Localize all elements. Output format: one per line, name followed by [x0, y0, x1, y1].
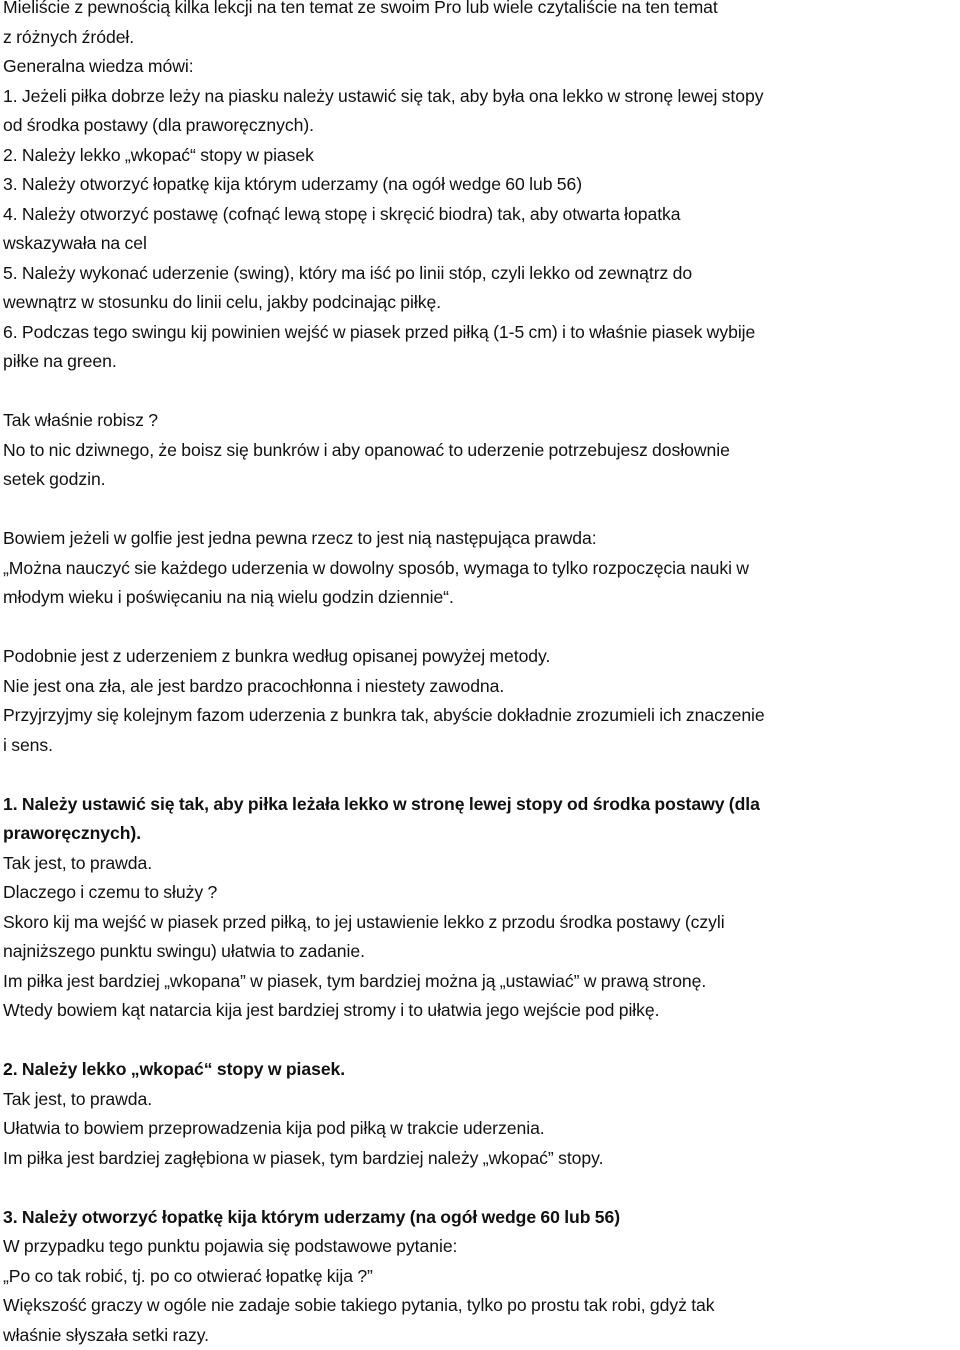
text-line: Podobnie jest z uderzeniem z bunkra według opisanej powyżej metody.	[3, 642, 960, 672]
text-line: Tak jest, to prawda.	[3, 849, 960, 879]
text-line: najniższego punktu swingu) ułatwia to zadanie.	[3, 937, 960, 967]
section-heading: 1. Należy ustawić się tak, aby piłka leżała lekko w stronę lewej stopy od środka postawy (dla	[3, 790, 960, 820]
paragraph-gap	[3, 377, 960, 407]
list-item: 2. Należy lekko „wkopać“ stopy w piasek	[3, 141, 960, 171]
quote-line: „Po co tak robić, tj. po co otwierać łopatkę kija ?”	[3, 1262, 960, 1292]
list-item: 4. Należy otworzyć postawę (cofnąć lewą stopę i skręcić biodra) tak, aby otwarta łopatka	[3, 200, 960, 230]
text-line: Większość graczy w ogóle nie zadaje sobie takiego pytania, tylko po prostu tak robi, gdyż tak	[3, 1291, 960, 1321]
text-line: od środka postawy (dla praworęcznych).	[3, 111, 960, 141]
text-line: Generalna wiedza mówi:	[3, 52, 960, 82]
text-line: No to nic dziwnego, że boisz się bunkrów i aby opanować to uderzenie potrzebujesz dosłownie	[3, 436, 960, 466]
list-item: 1. Jeżeli piłka dobrze leży na piasku należy ustawić się tak, aby była ona lekko w stronę lewej stopy	[3, 82, 960, 112]
text-line: W przypadku tego punktu pojawia się podstawowe pytanie:	[3, 1232, 960, 1262]
text-line: i sens.	[3, 731, 960, 761]
text-line: Ułatwia to bowiem przeprowadzenia kija pod piłką w trakcie uderzenia.	[3, 1114, 960, 1144]
text-line: Dlaczego i czemu to służy ?	[3, 878, 960, 908]
text-line: Tak właśnie robisz ?	[3, 406, 960, 436]
paragraph-gap	[3, 495, 960, 525]
text-line: Nie jest ona zła, ale jest bardzo pracochłonna i niestety zawodna.	[3, 672, 960, 702]
text-line: Mieliście z pewnością kilka lekcji na ten temat ze swoim Pro lub wiele czytaliście na ten temat	[3, 0, 960, 23]
text-line: wewnątrz w stosunku do linii celu, jakby podcinając piłkę.	[3, 288, 960, 318]
text-line: właśnie słyszała setki razy.	[3, 1321, 960, 1350]
text-line: Bowiem jeżeli w golfie jest jedna pewna rzecz to jest nią następująca prawda:	[3, 524, 960, 554]
text-line: Im piłka jest bardziej „wkopana” w piasek, tym bardziej można ją „ustawiać” w prawą stronę.	[3, 967, 960, 997]
quote-line: młodym wieku i poświęcaniu na nią wielu godzin dziennie“.	[3, 583, 960, 613]
text-line: Tak jest, to prawda.	[3, 1085, 960, 1115]
list-item: 3. Należy otworzyć łopatkę kija którym uderzamy (na ogół wedge 60 lub 56)	[3, 170, 960, 200]
section-heading: 3. Należy otworzyć łopatkę kija którym uderzamy (na ogół wedge 60 lub 56)	[3, 1203, 960, 1233]
text-line: wskazywała na cel	[3, 229, 960, 259]
text-line: Im piłka jest bardziej zagłębiona w piasek, tym bardziej należy „wkopać” stopy.	[3, 1144, 960, 1174]
paragraph-gap	[3, 1173, 960, 1203]
quote-line: „Można nauczyć sie każdego uderzenia w dowolny sposób, wymaga to tylko rozpoczęcia nauki w	[3, 554, 960, 584]
text-line: Skoro kij ma wejść w piasek przed piłką, to jej ustawienie lekko z przodu środka postawy (czyli	[3, 908, 960, 938]
section-heading: 2. Należy lekko „wkopać“ stopy w piasek.	[3, 1055, 960, 1085]
text-line: z różnych źródeł.	[3, 23, 960, 53]
section-heading: praworęcznych).	[3, 819, 960, 849]
text-line: Przyjrzyjmy się kolejnym fazom uderzenia z bunkra tak, abyście dokładnie zrozumieli ich znaczenie	[3, 701, 960, 731]
text-line: piłke na green.	[3, 347, 960, 377]
text-line: setek godzin.	[3, 465, 960, 495]
paragraph-gap	[3, 613, 960, 643]
list-item: 5. Należy wykonać uderzenie (swing), który ma iść po linii stóp, czyli lekko od zewnątrz do	[3, 259, 960, 289]
paragraph-gap	[3, 760, 960, 790]
list-item: 6. Podczas tego swingu kij powinien wejść w piasek przed piłką (1-5 cm) i to właśnie piasek wybije	[3, 318, 960, 348]
paragraph-gap	[3, 1026, 960, 1056]
text-line: Wtedy bowiem kąt natarcia kija jest bardziej stromy i to ułatwia jego wejście pod piłkę.	[3, 996, 960, 1026]
